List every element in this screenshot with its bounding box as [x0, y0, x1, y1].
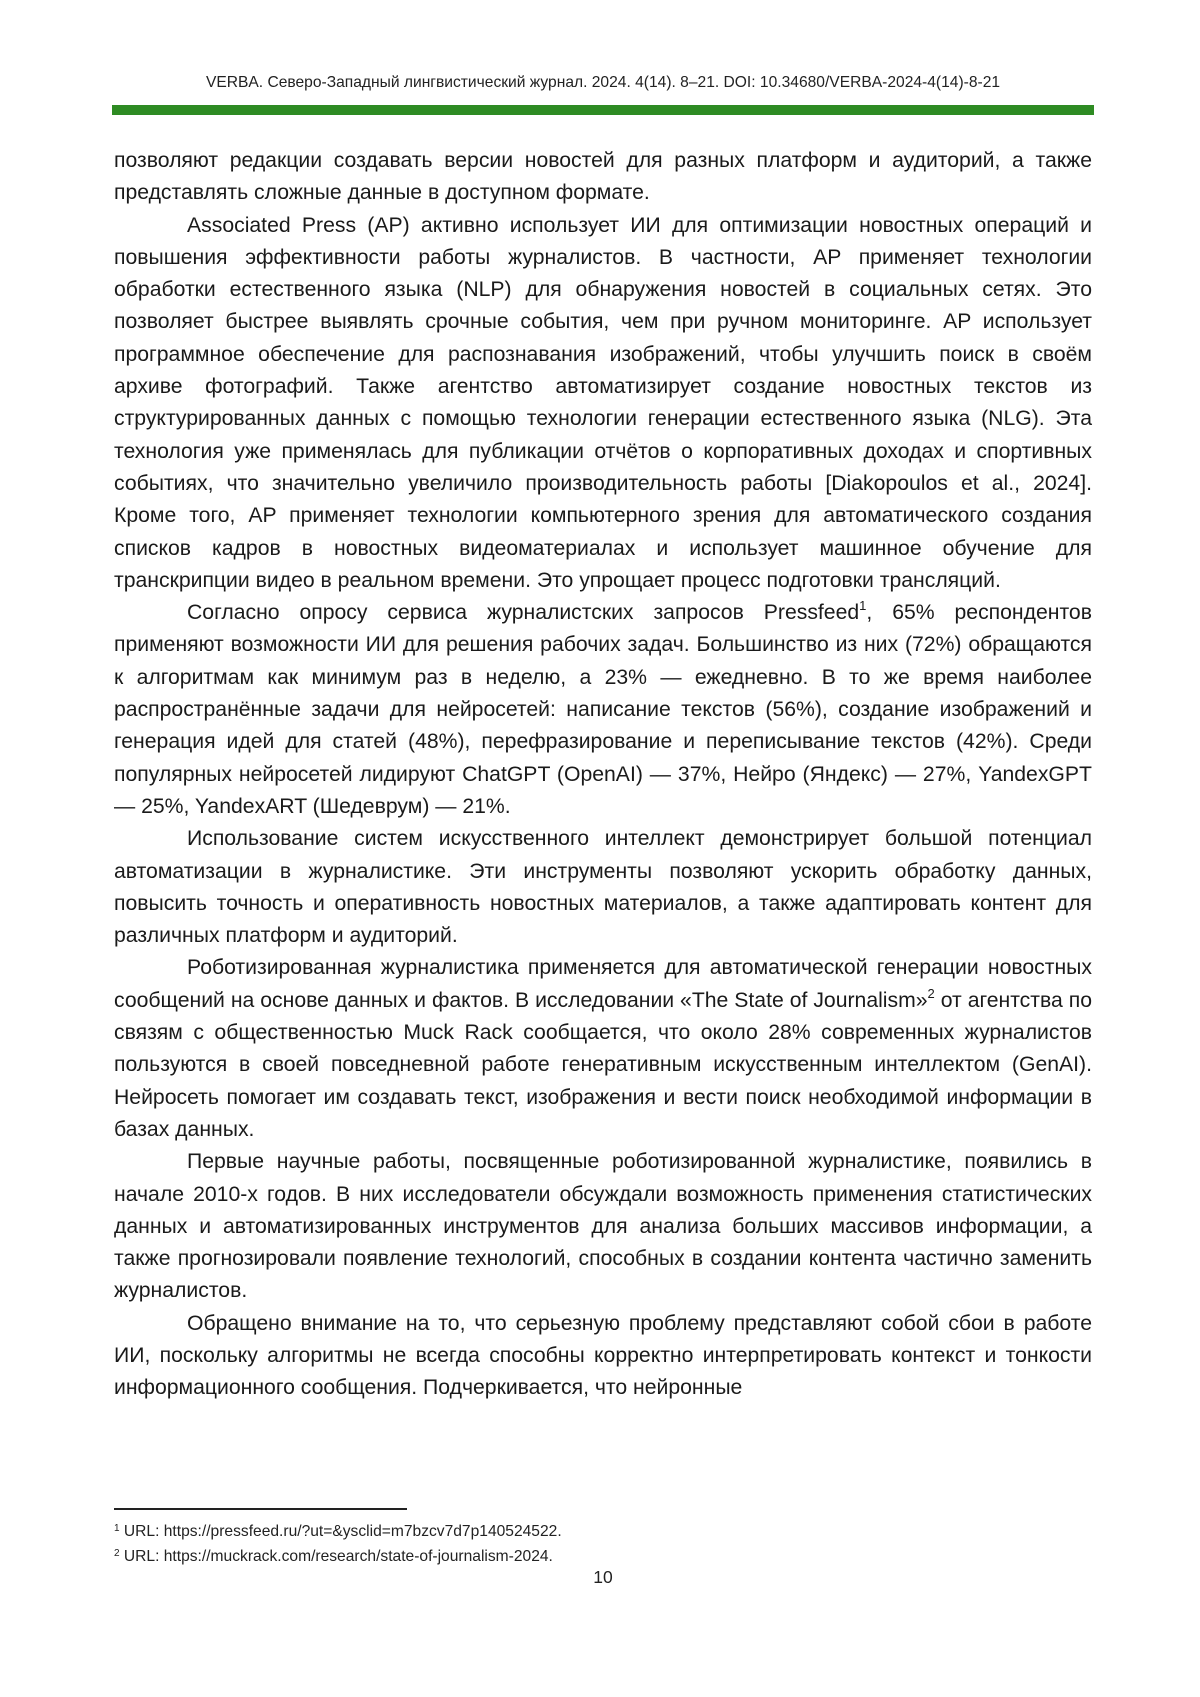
paragraph	[114, 952, 1092, 1146]
page-number: 10	[593, 1567, 613, 1587]
footnote-text: URL: https://muckrack.com/research/state-of-journalism-2024.	[119, 1548, 553, 1565]
paragraph-text: Роботизированная журналистика применяется для автоматической генерации новостных сообщений на основе данных и фактов. В исследовании «The State of Journalism»	[114, 956, 1092, 1012]
paragraph: Обращено внимание на то, что серьезную проблему представляют собой сбои в работе ИИ, поскольку алгоритмы не всегда способны корректно интерпретировать контекст и тонкости информационного сообщения. Подчеркивается, что нейронные	[114, 1311, 1092, 1400]
paragraph: Первые научные работы, посвященные роботизированной журналистике, появились в начале 2010-х годов. В них исследователи обсуждали возможность применения статистических данных и автоматизированных инструментов для анализа больших массивов информации, а также прогнозировали появление технологий, способных в создании контента частично заменить журналистов.	[114, 1150, 1092, 1303]
paragraph-text: Согласно опросу сервиса журналистских запросов Pressfeed	[187, 601, 860, 625]
footnote-marker: 2	[927, 985, 935, 1001]
paragraph-text: от агентства по связям с общественностью Muck Rack сообщается, что около 28% современных журналистов пользуются в своей повседневной работе генеративным искусственным интеллектом (GenAI). Нейросеть помогает им создавать текст, изображения и вести поиск необходимой информации в базах данных.	[114, 988, 1092, 1141]
paragraph-text: , 65% респондентов применяют возможности ИИ для решения рабочих задач. Большинство из них (72%) обращаются к алгоритмам как минимум раз в неделю, а 23% — ежедневно. В то же время наиболее распространённые задачи для нейросетей: написание текстов (56%), создание изображений и генерация идей для статей (48%), перефразирование и переписывание текстов (42%). Среди популярных нейросетей лидируют ChatGPT (OpenAI) — 37%, Нейро (Яндекс) — 27%, YandexGPT — 25%, YandexART (Шедеврум) — 21%.	[114, 601, 1092, 818]
header-rule	[112, 105, 1094, 115]
footnote-marker: 1	[859, 598, 867, 614]
article-body	[114, 145, 1092, 1405]
footnote-text: URL: https://pressfeed.ru/?ut=&ysclid=m7bzcv7d7p140524522.	[119, 1523, 562, 1540]
paragraph: позволяют редакции создавать версии новостей для разных платформ и аудиторий, а также представлять сложные данные в доступном формате.	[114, 149, 1092, 205]
footnote-separator	[114, 1508, 407, 1510]
footnote-number: 2	[114, 1548, 120, 1559]
footnote	[114, 1544, 1014, 1569]
paragraph: Использование систем искусственного интеллект демонстрирует большой потенциал автоматизации в журналистике. Эти инструменты позволяют ускорить обработку данных, повысить точность и оперативность новостных материалов, а также адаптировать контент для различных платформ и аудиторий.	[114, 827, 1092, 948]
paragraph: Associated Press (AP) активно использует ИИ для оптимизации новостных операций и повышения эффективности работы журналистов. В частности, AP применяет технологии обработки естественного языка (NLP) для обнаружения новостей в социальных сетях. Это позволяет быстрее выявлять срочные события, чем при ручном мониторинге. AP использует программное обеспечение для распознавания изображений, чтобы улучшить поиск в своём архиве фотографий. Также агентство автоматизирует создание новостных текстов из структурированных данных с помощью технологии генерации естественного языка (NLG). Эта технология уже применялась для публикации отчётов о корпоративных доходах и спортивных событиях, что значительно увеличило производительность работы [Diakopoulos et al., 2024]. Кроме того, AP применяет технологии компьютерного зрения для автоматического создания списков кадров в новостных видеоматериалах и использует машинное обучение для транскрипции видео в реальном времени. Это упрощает процесс подготовки трансляций.	[114, 213, 1092, 592]
paragraph	[114, 597, 1092, 823]
running-head: VERBA. Северо-Западный лингвистический журнал. 2024. 4(14). 8–21. DOI: 10.34680/VERBA-2024-4(14)-8-21	[205, 74, 1001, 91]
footnotes	[114, 1519, 1014, 1569]
footnote	[114, 1519, 1014, 1544]
footnote-number: 1	[114, 1523, 120, 1534]
